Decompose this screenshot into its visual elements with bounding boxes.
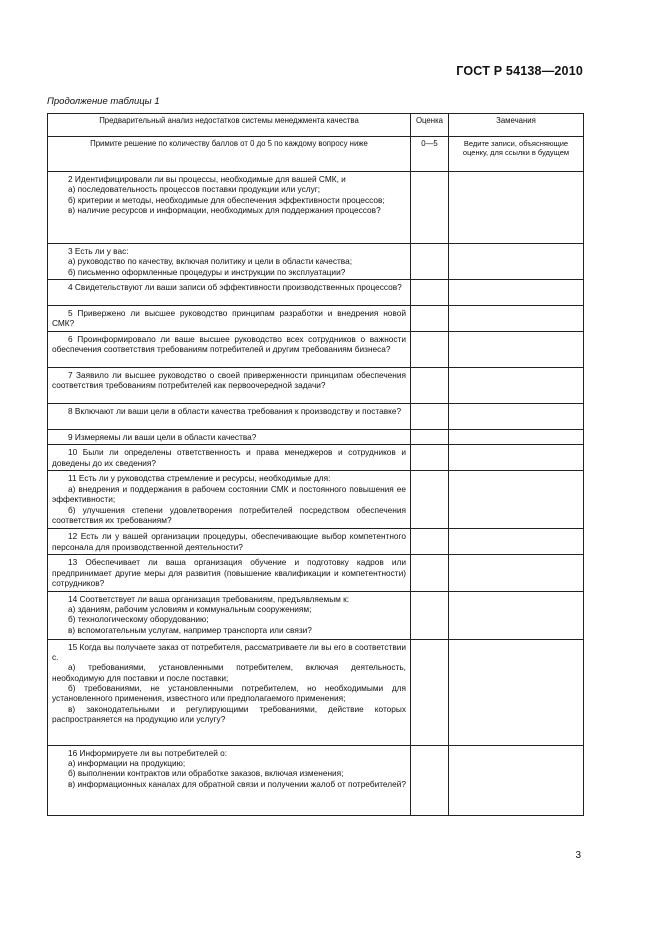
question-cell xyxy=(48,445,411,471)
question-text: 5 Привержено ли высшее руководство принципам разработки и внедрения новой СМК? xyxy=(52,308,406,329)
score-range: 0—5 xyxy=(411,137,449,172)
question-cell xyxy=(48,368,411,404)
remarks-input-cell[interactable] xyxy=(449,244,584,280)
question-rows xyxy=(48,172,584,816)
standard-code: ГОСТ Р 54138—2010 xyxy=(456,64,583,78)
gap-analysis-table xyxy=(47,113,584,816)
question-text: 15 Когда вы получаете заказ от потребителя, рассматриваете ли вы его в соответствии с. xyxy=(52,641,406,662)
remarks-input-cell[interactable] xyxy=(449,591,584,639)
table-row xyxy=(48,430,584,445)
question-text: 7 Заявило ли высшее руководство о своей приверженности принципам обеспечения соответствия требованиям потребителей как первоочередной задачи? xyxy=(52,370,406,391)
question-text: 13 Обеспечивает ли ваша организация обучение и подготовку кадров или предпринимает другие меры для развития (повышение квалификации и компетентности) сотрудников? xyxy=(52,557,406,589)
question-cell xyxy=(48,591,411,639)
page-number: 3 xyxy=(575,850,581,861)
table-row xyxy=(48,591,584,639)
question-sub-item: в) вспомогательным услугам, например транспорта или связи? xyxy=(68,624,312,635)
column-header-remarks: Замечания xyxy=(449,114,584,137)
question-sub-item: а) информации на продукцию; xyxy=(68,757,186,768)
question-text: 8 Включают ли ваши цели в области качества требования к производству и поставке? xyxy=(68,406,402,417)
question-sub-item: а) требованиями, установленными потребителем, включая деятельность, необходимую для поставки и после поставки; xyxy=(52,662,406,683)
question-sub-item: в) наличие ресурсов и информации, необходимых для поддержания процессов? xyxy=(68,205,381,216)
table-row xyxy=(48,745,584,815)
table-row xyxy=(48,280,584,306)
score-input-cell[interactable] xyxy=(411,172,449,244)
question-cell xyxy=(48,471,411,529)
score-input-cell[interactable] xyxy=(411,332,449,368)
remarks-input-cell[interactable] xyxy=(449,745,584,815)
remarks-input-cell[interactable] xyxy=(449,172,584,244)
question-text: 11 Есть ли у руководства стремление и ресурсы, необходимые для: xyxy=(68,473,331,484)
table-row xyxy=(48,404,584,430)
score-input-cell[interactable] xyxy=(411,244,449,280)
remarks-input-cell[interactable] xyxy=(449,445,584,471)
question-cell xyxy=(48,555,411,591)
table-row xyxy=(48,471,584,529)
score-input-cell[interactable] xyxy=(411,529,449,555)
question-text: 12 Есть ли у вашей организации процедуры, обеспечивающие выбор компетентного персонала для производственной деятельности? xyxy=(52,531,406,552)
table-row xyxy=(48,306,584,332)
question-cell xyxy=(48,404,411,430)
question-text: 14 Соответствует ли ваша организация требованиям, предъявляемым к: xyxy=(68,593,350,604)
question-cell xyxy=(48,639,411,745)
column-header-analysis: Предварительный анализ недостатков системы менеджмента качества xyxy=(48,114,411,137)
question-cell xyxy=(48,244,411,280)
remarks-input-cell[interactable] xyxy=(449,471,584,529)
question-text: 3 Есть ли у вас: xyxy=(68,246,129,256)
question-cell xyxy=(48,280,411,306)
score-input-cell[interactable] xyxy=(411,471,449,529)
table-row xyxy=(48,639,584,745)
question-text: 9 Измеряемы ли ваши цели в области качества? xyxy=(68,432,257,443)
question-sub-item: б) технологическому оборудованию; xyxy=(68,614,209,625)
instruction-row xyxy=(48,137,584,172)
question-text: 4 Свидетельствуют ли ваши записи об эффективности производственных процессов? xyxy=(68,282,402,293)
remarks-input-cell[interactable] xyxy=(449,529,584,555)
remarks-input-cell[interactable] xyxy=(449,430,584,445)
question-sub-item: а) внедрения и поддержания в рабочем состоянии СМК и постоянного повышения ее эффективности; xyxy=(52,483,406,505)
table-caption: Продолжение таблицы 1 xyxy=(47,96,160,107)
table-row xyxy=(48,172,584,244)
score-input-cell[interactable] xyxy=(411,306,449,332)
score-input-cell[interactable] xyxy=(411,368,449,404)
question-text: 2 Идентифицировали ли вы процессы, необходимые для вашей СМК, и xyxy=(68,174,346,184)
remarks-input-cell[interactable] xyxy=(449,639,584,745)
question-sub-item: в) законодательными и регулирующими требованиями, действие которых распространяется на продукцию или услугу? xyxy=(52,703,406,725)
question-sub-item: б) улучшения степени удовлетворения потребителей посредством обеспечения соответствия их требованиям? xyxy=(52,504,406,525)
question-sub-item: б) письменно оформленные процедуры и инструкции по эксплуатации? xyxy=(68,266,346,277)
score-input-cell[interactable] xyxy=(411,745,449,815)
question-sub-item: б) выполнении контрактов или обработке заказов, включая изменения; xyxy=(68,768,344,779)
score-input-cell[interactable] xyxy=(411,555,449,591)
remarks-input-cell[interactable] xyxy=(449,368,584,404)
question-cell xyxy=(48,529,411,555)
remarks-input-cell[interactable] xyxy=(449,332,584,368)
remarks-input-cell[interactable] xyxy=(449,404,584,430)
question-text: 10 Были ли определены ответственность и права менеджеров и сотрудников и доведены до их сведения? xyxy=(52,447,406,468)
question-sub-item: б) критерии и методы, необходимые для обеспечения эффективности процессов; xyxy=(68,194,385,205)
score-input-cell[interactable] xyxy=(411,639,449,745)
table-row xyxy=(48,244,584,280)
question-cell xyxy=(48,745,411,815)
question-cell xyxy=(48,306,411,332)
table-row xyxy=(48,529,584,555)
column-header-score: Оценка xyxy=(411,114,449,137)
score-input-cell[interactable] xyxy=(411,430,449,445)
question-sub-item: в) информационных каналах для обратной связи и получении жалоб от потребителей? xyxy=(68,778,406,789)
score-input-cell[interactable] xyxy=(411,280,449,306)
table-header-row xyxy=(48,114,584,137)
question-sub-item: б) требованиями, не установленными потребителем, но необходимыми для установленного применения, известного или предполагаемого применения; xyxy=(52,682,406,704)
question-sub-item: а) руководство по качеству, включая политику и цели в области качества; xyxy=(68,256,353,267)
question-cell xyxy=(48,332,411,368)
question-sub-item: а) последовательность процессов поставки продукции или услуг; xyxy=(68,184,321,195)
remarks-input-cell[interactable] xyxy=(449,280,584,306)
instruction-text: Примите решение по количеству баллов от 0 до 5 по каждому вопросу ниже xyxy=(48,137,411,172)
table-row xyxy=(48,555,584,591)
table-row xyxy=(48,332,584,368)
question-cell xyxy=(48,430,411,445)
table-row xyxy=(48,445,584,471)
remarks-note: Ведите записи, объясняющие оценку, для ссылки в будущем xyxy=(449,137,584,172)
remarks-input-cell[interactable] xyxy=(449,306,584,332)
question-text: 6 Проинформировало ли ваше высшее руководство всех сотрудников о важности обеспечения соответствия требованиям потребителей и другим требованиям бизнеса? xyxy=(52,334,406,355)
question-cell xyxy=(48,172,411,244)
question-text: 16 Информируете ли вы потребителей о: xyxy=(68,747,228,758)
remarks-input-cell[interactable] xyxy=(449,555,584,591)
question-sub-item: а) зданиям, рабочим условиям и коммунальным сооружениям; xyxy=(68,603,312,614)
score-input-cell[interactable] xyxy=(411,404,449,430)
score-input-cell[interactable] xyxy=(411,445,449,471)
score-input-cell[interactable] xyxy=(411,591,449,639)
table-row xyxy=(48,368,584,404)
